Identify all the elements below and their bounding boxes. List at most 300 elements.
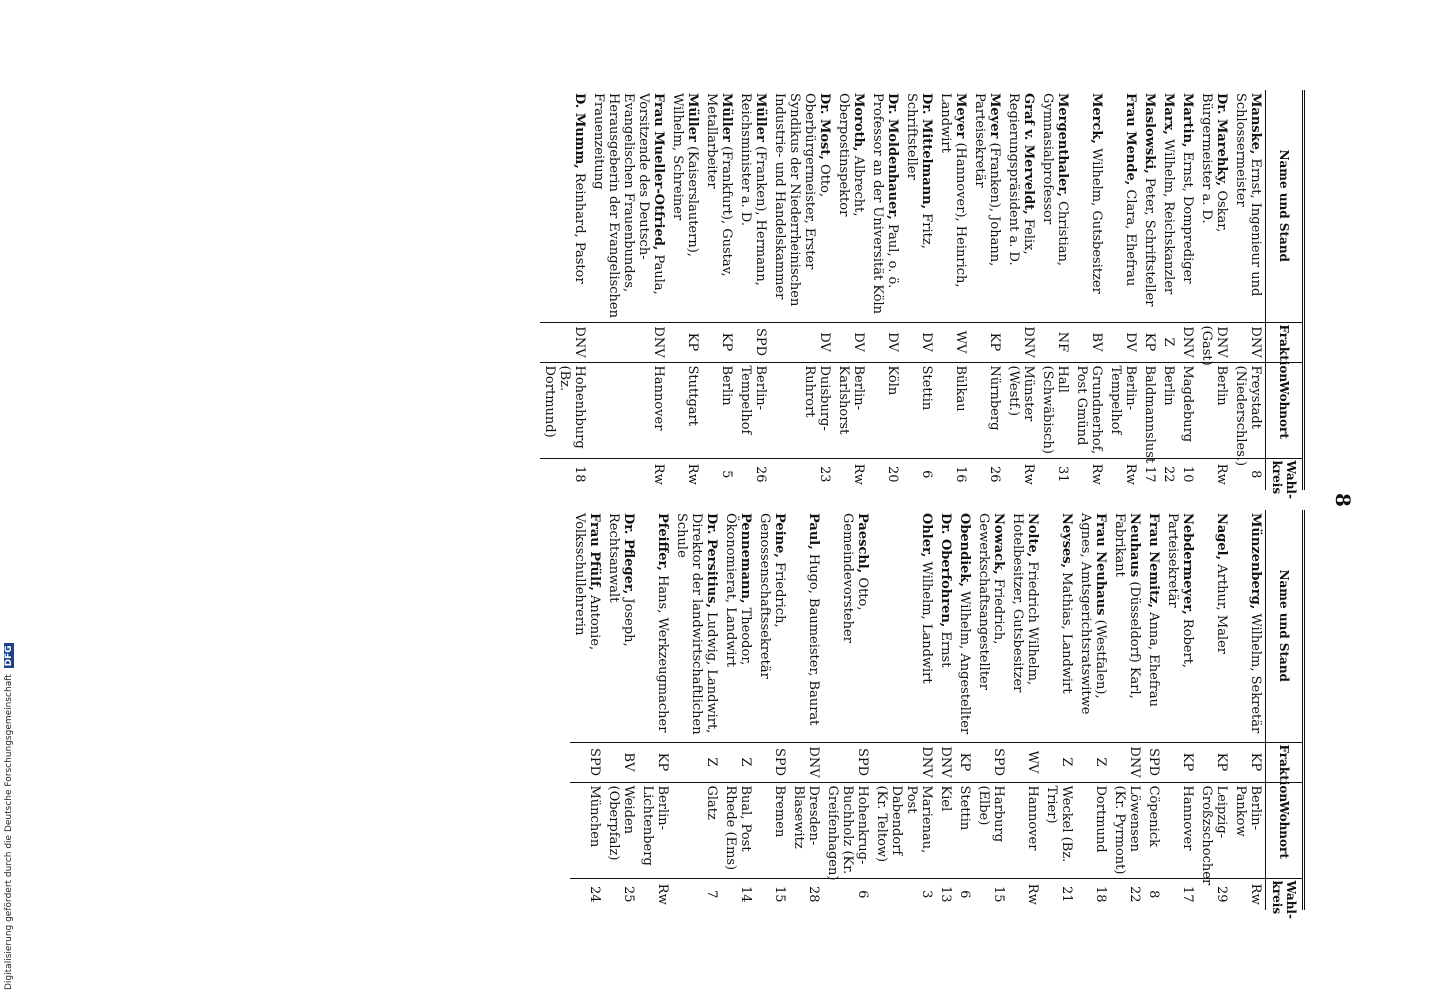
table-row — [1038, 90, 1072, 490]
header-wahlkreis: Wahl-kreis — [1266, 878, 1304, 910]
entry-fraktion: DV — [834, 322, 868, 362]
entry-wahlkreis: 10 — [1178, 458, 1197, 490]
entry-fraktion: WV — [1008, 742, 1042, 782]
table-row — [936, 90, 970, 490]
table-row — [902, 90, 936, 490]
entry-description: (Düsseldorf) Karl, Fabrikant — [1112, 513, 1142, 699]
entry-fraktion: DNV — [936, 742, 955, 782]
entry-surname: Mergenthaler, — [1055, 93, 1070, 197]
entry-wahlkreis: 7 — [672, 878, 721, 910]
entry-wohnort: Berlin — [1197, 362, 1231, 458]
table-row — [1231, 510, 1266, 910]
table-row — [974, 510, 1008, 910]
entry-description: Joseph, Rechtsanwalt — [606, 513, 636, 647]
entry-wahlkreis: Rw — [1197, 458, 1231, 490]
entry-description: Antonie, Volksschullehrerin — [572, 513, 602, 651]
entry-fraktion: DV — [1106, 322, 1140, 362]
entry-surname: Dr. Persitius, — [704, 513, 719, 609]
entry-fraktion: KP — [702, 322, 736, 362]
entry-description: (Franken), Johann, Parteisekretär — [972, 93, 1002, 267]
entry-wahlkreis: 24 — [570, 878, 604, 910]
entry-description: Wilhelm, Gutsbesitzer — [1089, 143, 1104, 294]
entry-name-cell — [1106, 90, 1140, 322]
table-row — [823, 510, 872, 910]
left-column — [145, 90, 1305, 499]
entry-description: Paul, o. ö. Professor an der Universität Köln — [870, 93, 900, 315]
entry-wahlkreis: 14 — [721, 878, 755, 910]
entry-surname: Frau Neuhaus — [1093, 513, 1108, 616]
entry-wohnort: Hohenkrug-Buchholz (Kr. Greifenhagen) — [823, 782, 872, 878]
entry-name-cell — [604, 510, 638, 742]
entry-wahlkreis: 3 — [872, 878, 936, 910]
entry-description: Oskar, Bürgermeister a. D. — [1199, 93, 1229, 233]
entry-wahlkreis: 6 — [902, 458, 936, 490]
entry-wahlkreis: 29 — [1197, 878, 1231, 910]
entry-wahlkreis: Rw — [1008, 878, 1042, 910]
entry-surname: Ohler, — [919, 513, 934, 558]
entry-wohnort: Duisburg-Ruhrort — [770, 362, 834, 458]
entry-wahlkreis: 20 — [868, 458, 902, 490]
entry-wohnort: Köln — [868, 362, 902, 458]
entry-wohnort: München — [570, 782, 604, 878]
entry-wohnort: Nürnberg — [970, 362, 1004, 458]
entry-wohnort: Weiden (Oberpfalz) — [604, 782, 638, 878]
entry-wahlkreis: Rw — [668, 458, 702, 490]
entry-name-cell — [789, 510, 823, 742]
entry-fraktion: NF — [1038, 322, 1072, 362]
table-row — [540, 90, 589, 490]
entry-wohnort: Münster (Westf.) — [1004, 362, 1038, 458]
entry-wahlkreis: 22 — [1110, 878, 1144, 910]
table-row — [868, 90, 902, 490]
entry-fraktion: KP — [1140, 322, 1159, 362]
entry-fraktion: KP — [1197, 742, 1231, 782]
header-name: Name und Stand — [1266, 510, 1304, 742]
entry-wahlkreis: 17 — [1163, 878, 1197, 910]
entry-fraktion: DNV — [872, 742, 936, 782]
right-header-row — [1266, 510, 1304, 910]
entry-surname: Frau Pfülf, — [587, 513, 602, 591]
entry-name-cell — [872, 510, 936, 742]
entry-wohnort: Berlin-Tempelhof — [1106, 362, 1140, 458]
table-row — [955, 510, 974, 910]
entry-surname: Nagel, — [1214, 513, 1229, 561]
entry-wahlkreis: 15 — [974, 878, 1008, 910]
entry-name-cell — [638, 510, 672, 742]
entry-description: (Kaiserslautern), Wilhelm, Schreiner — [670, 93, 700, 257]
entry-wahlkreis: 31 — [1038, 458, 1072, 490]
entry-wahlkreis: 26 — [736, 458, 770, 490]
entry-fraktion: DNV — [789, 742, 823, 782]
entry-surname: Paul, — [806, 513, 821, 550]
entry-fraktion: KP — [955, 742, 974, 782]
entry-description: (Franken), Hermann, Reichsminister a. D. — [738, 93, 768, 286]
entry-description: Robert, Parteisekretär — [1165, 513, 1195, 669]
left-table-body — [540, 90, 1266, 490]
entry-fraktion: DNV (Gast) — [1197, 322, 1231, 362]
table-row — [1072, 90, 1106, 490]
entry-wahlkreis: 6 — [823, 878, 872, 910]
entry-wahlkreis: Rw — [1072, 458, 1106, 490]
entry-surname: Dr. Marehky, — [1214, 93, 1229, 187]
entry-wahlkreis: 26 — [970, 458, 1004, 490]
entry-description: (Westfalen), Agnes, Amtsgerichtsratswitwe — [1078, 513, 1108, 715]
entry-surname: Müller — [719, 93, 734, 142]
entry-fraktion: WV — [936, 322, 970, 362]
entry-wohnort: Cöpenick — [1144, 782, 1163, 878]
entry-surname: Dr. Moldenhauer, — [885, 93, 900, 220]
entry-fraktion: DV — [902, 322, 936, 362]
table-row — [668, 90, 702, 490]
entry-wohnort: Berlin-Lichtenberg — [638, 782, 672, 878]
entry-description: Mathias, Landwirt — [1059, 568, 1074, 694]
table-row — [570, 510, 604, 910]
table-row — [638, 510, 672, 910]
entry-wahlkreis: Rw — [1231, 878, 1266, 910]
entry-wohnort: Bual, Post Rhede (Ems) — [721, 782, 755, 878]
entry-name-cell — [936, 90, 970, 322]
entry-description: Fritz, Schriftsteller — [904, 93, 934, 249]
entry-wohnort: Stettin — [902, 362, 936, 458]
entry-wahlkreis: Rw — [834, 458, 868, 490]
table-row — [1110, 510, 1144, 910]
entry-fraktion: KP — [638, 742, 672, 782]
entry-name-cell — [1159, 90, 1178, 322]
entry-fraktion: SPD — [755, 742, 789, 782]
entry-name-cell — [902, 90, 936, 322]
entry-wahlkreis: 6 — [955, 878, 974, 910]
entry-surname: Obendiek, — [957, 513, 972, 587]
entry-fraktion: Z — [1159, 322, 1178, 362]
header-wohnort: Wohnort — [1266, 782, 1304, 878]
entry-wohnort: Dortmund — [1076, 782, 1110, 878]
entry-surname: Frau Mueller-Otfried, — [651, 93, 666, 251]
entry-description: Hans, Werkzeugmacher — [655, 570, 670, 733]
entry-fraktion: DNV — [1231, 322, 1266, 362]
entry-wahlkreis: 18 — [1076, 878, 1110, 910]
entry-name-cell — [702, 90, 736, 322]
entry-fraktion: SPD — [974, 742, 1008, 782]
entry-description: Albrecht, Oberpostinspektor — [836, 93, 866, 217]
entry-wohnort: Dresden-Blasewitz — [789, 782, 823, 878]
entry-wohnort: Harburg (Elbe) — [974, 782, 1008, 878]
entry-surname: Marx, — [1161, 93, 1176, 135]
header-name: Name und Stand — [1266, 90, 1304, 322]
header-fraktion: Fraktion — [1266, 322, 1304, 362]
table-row — [1231, 90, 1266, 490]
table-row — [1076, 510, 1110, 910]
entry-wohnort: Berlin-Tempelhof — [736, 362, 770, 458]
table-row — [672, 510, 721, 910]
entry-wahlkreis: 5 — [702, 458, 736, 490]
entry-description: Friedrich, Gewerkschaftsangestellter — [976, 513, 1006, 690]
entry-wohnort: Marienau, Post Dabendorf (Kr. Teltow) — [872, 782, 936, 878]
entry-name-cell — [1140, 90, 1159, 322]
left-header-row — [1266, 90, 1304, 490]
entry-fraktion: BV — [1072, 322, 1106, 362]
entry-name-cell — [1197, 90, 1231, 322]
entry-surname: Meyer — [953, 93, 968, 139]
entry-surname: Dr. Pfleger, — [621, 513, 636, 595]
entry-description: Ernst — [938, 627, 953, 668]
entry-name-cell — [823, 510, 872, 742]
entry-fraktion: SPD — [1144, 742, 1163, 782]
table-row — [1159, 90, 1178, 490]
entry-fraktion: KP — [970, 322, 1004, 362]
table-row — [702, 90, 736, 490]
entry-wahlkreis: 13 — [936, 878, 955, 910]
entry-description: Wilhelm, Sekretär — [1248, 609, 1263, 734]
entry-name-cell — [1197, 510, 1231, 742]
entry-wahlkreis: 17 — [1140, 458, 1159, 490]
entry-wahlkreis: 25 — [604, 878, 638, 910]
table-row — [970, 90, 1004, 490]
entry-surname: Nowack, — [991, 513, 1006, 575]
entry-fraktion: DNV — [540, 322, 589, 362]
entry-description: Hugo, Baumeister, Baurat — [806, 549, 821, 726]
entry-fraktion: DNV — [1178, 322, 1197, 362]
entry-description: Anna, Ehefrau — [1146, 608, 1161, 708]
entry-description: Friedrich Wilhelm, Hotelbesitzer, Gutsbesitzer — [1010, 513, 1040, 693]
entry-description: (Frankfurt), Gustav, Metallarbeiter — [704, 93, 734, 277]
entry-surname: Dr. Most, — [817, 93, 832, 160]
entry-wahlkreis: Rw — [1106, 458, 1140, 490]
entry-description: Friedrich, Genossenschaftssekretär — [757, 513, 787, 679]
table-row — [755, 510, 789, 910]
entry-surname: Maslowski, — [1142, 93, 1157, 174]
entry-name-cell — [834, 90, 868, 322]
table-row — [1144, 510, 1163, 910]
entry-wohnort: Stuttgart — [668, 362, 702, 458]
entry-wahlkreis: 16 — [936, 458, 970, 490]
entry-description: Wilhelm, Angestellter — [957, 586, 972, 735]
entry-name-cell — [668, 90, 702, 322]
entry-fraktion: SPD — [736, 322, 770, 362]
entry-name-cell — [1231, 510, 1266, 742]
footer-credit — [4, 643, 14, 990]
entry-name-cell — [736, 90, 770, 322]
entry-wahlkreis: Rw — [638, 878, 672, 910]
table-row — [834, 90, 868, 490]
entry-fraktion: DV — [868, 322, 902, 362]
entry-name-cell — [540, 90, 589, 322]
entry-wohnort: Berlin-Karlshorst — [834, 362, 868, 458]
entry-fraktion: SPD — [570, 742, 604, 782]
entry-description: Wilhelm, Reichskanzler — [1161, 134, 1176, 295]
entry-description: Otto, Oberbürgermeister, Erster Syndikus der Niederrheinischen Industrie- und Handelskammer — [772, 93, 832, 307]
entry-wohnort: Baldmannslust — [1140, 362, 1159, 458]
entry-wohnort: Glatz — [672, 782, 721, 878]
entry-wahlkreis: 23 — [770, 458, 834, 490]
entry-wahlkreis: Rw — [1004, 458, 1038, 490]
entry-description: Christian, Gymnasialprofessor — [1040, 93, 1070, 266]
entry-wohnort: Löwensen (Kr. Pyrmont) — [1110, 782, 1144, 878]
entry-surname: Paeschl, — [855, 513, 870, 574]
entry-fraktion: DNV — [1110, 742, 1144, 782]
table-row — [1163, 510, 1197, 910]
entry-wahlkreis: 22 — [1159, 458, 1178, 490]
entry-surname: Peine, — [772, 513, 787, 558]
entry-wohnort: Grundnerhof, Post Gmünd — [1072, 362, 1106, 458]
entry-name-cell — [1076, 510, 1110, 742]
entry-description: Ernst, Ingenieur und Schlossermeister — [1233, 93, 1263, 297]
entry-surname: Merck, — [1089, 93, 1104, 144]
entry-description: Clara, Ehefrau — [1123, 185, 1138, 287]
entry-fraktion: KP — [1163, 742, 1197, 782]
header-wahlkreis: Wahl-kreis — [1266, 458, 1304, 490]
entry-wohnort: Berlin — [1159, 362, 1178, 458]
entry-wohnort: Weckel (Bz. Trier) — [1042, 782, 1076, 878]
entry-name-cell — [770, 90, 834, 322]
entry-wahlkreis: 8 — [1231, 458, 1266, 490]
table-row — [604, 510, 638, 910]
entry-wohnort: Hannover — [589, 362, 668, 458]
table-row — [1140, 90, 1159, 490]
rotated-content — [145, 90, 1355, 919]
entry-description: Ernst, Domprediger — [1180, 147, 1195, 284]
table-row — [721, 510, 755, 910]
entry-surname: Münzenberg, — [1248, 513, 1263, 610]
table-row — [736, 90, 770, 490]
entry-fraktion: DV — [770, 322, 834, 362]
entry-wahlkreis: 15 — [755, 878, 789, 910]
entry-surname: Dr. Oberfohren, — [938, 513, 953, 628]
entry-name-cell — [1072, 90, 1106, 322]
entry-fraktion: SPD — [823, 742, 872, 782]
entry-name-cell — [570, 510, 604, 742]
table-row — [789, 510, 823, 910]
entry-name-cell — [868, 90, 902, 322]
entry-description: Arthur, Maler — [1214, 560, 1229, 655]
entry-surname: Müller — [753, 93, 768, 142]
entry-wohnort: Hall (Schwäbisch) — [1038, 362, 1072, 458]
entry-name-cell — [1231, 90, 1266, 322]
entry-wahlkreis: 28 — [789, 878, 823, 910]
entry-surname: Nebdermeyer, — [1180, 513, 1195, 615]
dfg-logo: DFG — [4, 645, 14, 667]
table-row — [936, 510, 955, 910]
footer-text: Digitalisierung gefördert durch die Deutsche Forschungsgemeinschaft — [4, 674, 14, 990]
table-row — [1004, 90, 1038, 490]
entry-surname: Manske, — [1248, 93, 1263, 155]
entry-surname: Müller — [685, 93, 700, 142]
entry-name-cell — [955, 510, 974, 742]
entry-fraktion: BV — [604, 742, 638, 782]
entry-description: Reinhard, Pastor — [572, 168, 587, 284]
entry-wohnort: Hohenhburg (Bz. Dortmund) — [540, 362, 589, 458]
page-number: 8 — [1331, 493, 1355, 507]
table-row — [1197, 510, 1231, 910]
entry-fraktion: DNV — [1004, 322, 1038, 362]
entry-surname: Frau Nemitz, — [1146, 513, 1161, 609]
entry-name-cell — [974, 510, 1008, 742]
entry-surname: Meyer — [987, 93, 1002, 139]
entry-surname: Pfeiffer, — [655, 513, 670, 571]
entry-fraktion: Z — [1042, 742, 1076, 782]
entry-surname: Dr. Mittelmann, — [919, 93, 934, 210]
table-row — [1106, 90, 1140, 490]
right-table — [570, 510, 1305, 919]
entry-fraktion: Z — [672, 742, 721, 782]
entry-surname: Neuhaus — [1127, 513, 1142, 578]
entry-wohnort: Magdeburg — [1178, 362, 1197, 458]
entry-description: Peter, Schriftsteller — [1142, 173, 1157, 307]
entry-wahlkreis: 8 — [1144, 878, 1163, 910]
entry-name-cell — [589, 90, 668, 322]
entry-description: Wilhelm, Landwirt — [919, 557, 934, 684]
right-table-body — [570, 510, 1266, 910]
entry-fraktion: KP — [668, 322, 702, 362]
entry-wohnort: Kiel — [936, 782, 955, 878]
table-row — [872, 510, 936, 910]
entry-surname: D. Mumm, — [572, 93, 587, 169]
entry-name-cell — [1163, 510, 1197, 742]
entry-fraktion: Z — [721, 742, 755, 782]
entry-surname: Frau Mende, — [1123, 93, 1138, 186]
entry-surname: Graf v. Merveldt, — [1021, 93, 1036, 215]
entry-wahlkreis: Rw — [589, 458, 668, 490]
entry-name-cell — [672, 510, 721, 742]
table-row — [1042, 510, 1076, 910]
entry-description: Paula, Vorsitzende des Deutsch-Evangelischen Frauenbundes, Herausgeberin der Evangelischen Frauenzeitung — [591, 93, 666, 318]
entry-wohnort: Bremen — [755, 782, 789, 878]
entry-fraktion: Z — [1076, 742, 1110, 782]
entry-surname: Neyses, — [1059, 513, 1074, 569]
entry-name-cell — [1144, 510, 1163, 742]
entry-wohnort: Leipzig-Großzschocher — [1197, 782, 1231, 878]
entry-name-cell — [721, 510, 755, 742]
entry-wohnort: Bülkau — [936, 362, 970, 458]
entry-description: Otto, Gemeindevorsteher — [840, 513, 870, 643]
header-wohnort: Wohnort — [1266, 362, 1304, 458]
table-row — [589, 90, 668, 490]
entry-name-cell — [1004, 90, 1038, 322]
entry-wahlkreis: 21 — [1042, 878, 1076, 910]
entry-name-cell — [1042, 510, 1076, 742]
entry-wohnort: Hannover — [1163, 782, 1197, 878]
right-column — [145, 510, 1305, 919]
entry-description: (Hannover), Heinrich, Landwirt — [938, 93, 968, 288]
entry-wohnort: Stettin — [955, 782, 974, 878]
entry-name-cell — [936, 510, 955, 742]
entry-wohnort: Berlin — [702, 362, 736, 458]
entry-surname: Moroth, — [851, 93, 866, 152]
table-row — [1178, 90, 1197, 490]
entry-fraktion: KP — [1231, 742, 1266, 782]
entry-name-cell — [1008, 510, 1042, 742]
entry-name-cell — [970, 90, 1004, 322]
header-fraktion: Fraktion — [1266, 742, 1304, 782]
entry-wahlkreis: 18 — [540, 458, 589, 490]
entry-description: Ludwig, Landwirt, Direktor der landwirtschaftlichen Schule — [674, 513, 719, 735]
entry-name-cell — [1178, 90, 1197, 322]
entry-surname: Nolte, — [1025, 513, 1040, 558]
entry-wohnort: Freystadt (Niederschles.) — [1231, 362, 1266, 458]
left-table — [540, 90, 1305, 499]
table-row — [770, 90, 834, 490]
entry-name-cell — [755, 510, 789, 742]
entry-description: Felix, Regierungspräsident a. D. — [1006, 93, 1036, 266]
entry-fraktion: DNV — [589, 322, 668, 362]
entry-description: Theodor, Ökonomierat, Landwirt — [723, 513, 753, 667]
table-row — [1197, 90, 1231, 490]
entry-surname: Martin, — [1180, 93, 1195, 148]
entry-surname: Pennemann, — [738, 513, 753, 604]
table-row — [1008, 510, 1042, 910]
entry-name-cell — [1110, 510, 1144, 742]
entry-wohnort: Hannover — [1008, 782, 1042, 878]
entry-wohnort: Berlin-Pankow — [1231, 782, 1266, 878]
